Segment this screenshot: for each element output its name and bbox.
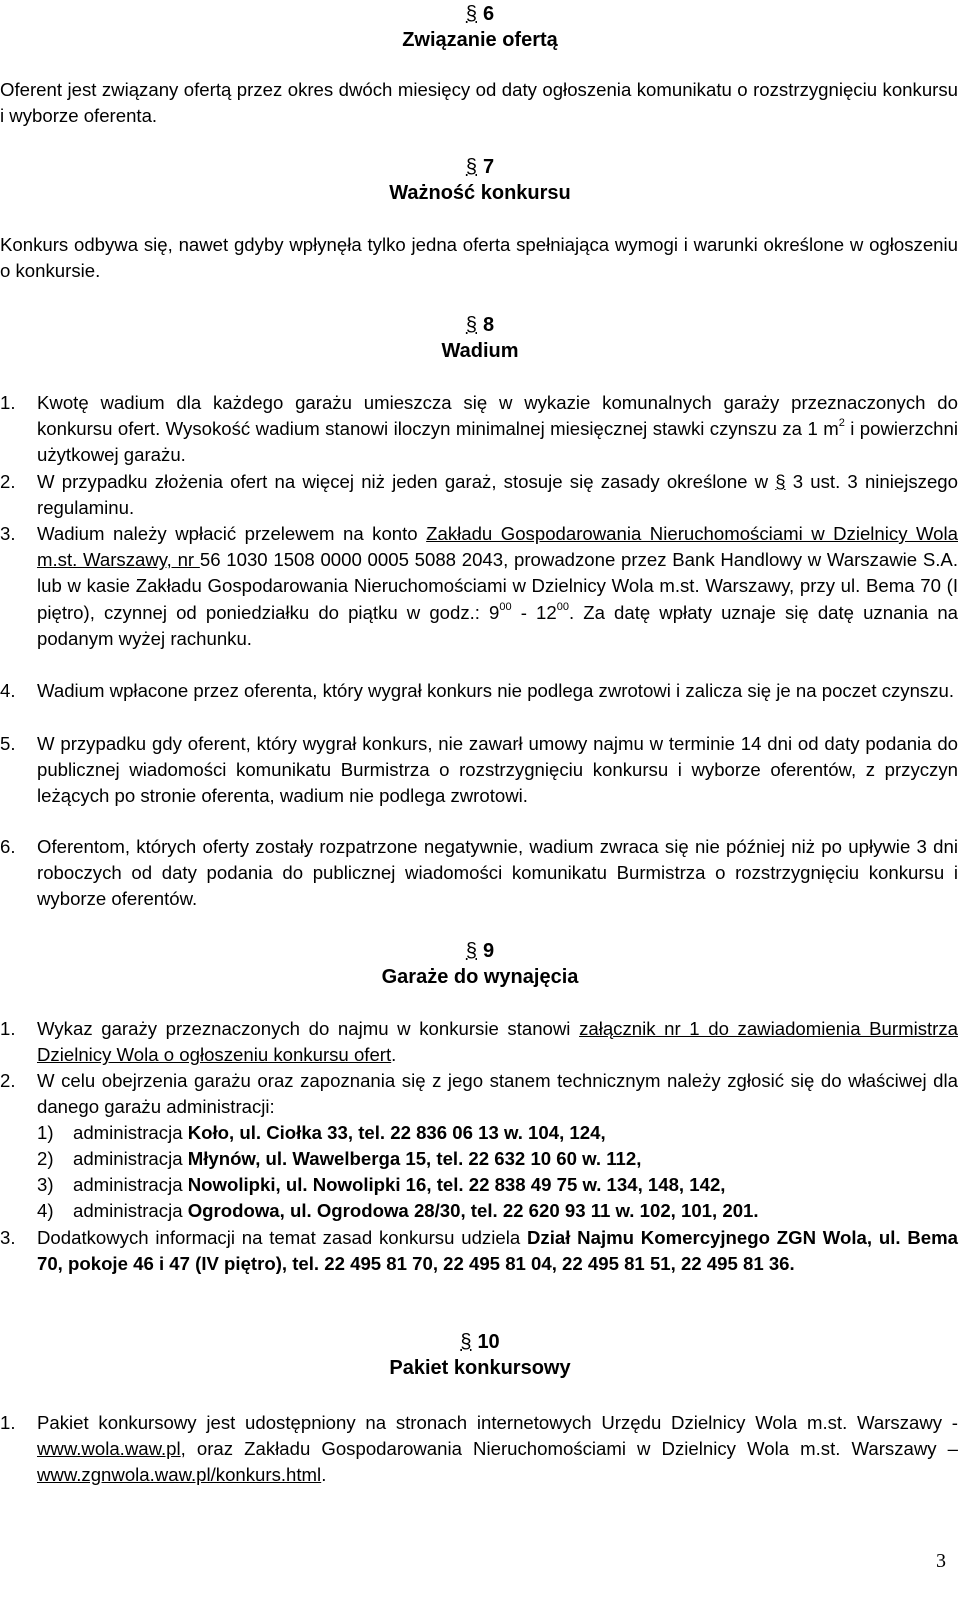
sub-item-number: 1): [37, 1122, 54, 1143]
contact-details: Dział Najmu Komercyjnego ZGN Wola, ul. Bema 70, pokoje 46 i 47 (IV piętro), tel. 22 495 81 70, 22 495 81 04, 22 495 81 51, 22 495 81 36.: [37, 1227, 958, 1275]
section-9-title: Garaże do wynajęcia: [381, 966, 579, 988]
paragraph-sign: §: [775, 471, 786, 492]
item-text: .: [321, 1464, 327, 1486]
item-text: Wadium wpłacone przez oferenta, który wygrał konkurs nie podlega zwrotowi i zalicza się je na poczet czynszu.: [37, 680, 955, 701]
item-number: 3.: [0, 1227, 16, 1248]
zgn-website-link[interactable]: www.zgnwola.waw.pl/konkurs.html: [37, 1464, 322, 1486]
paragraph-sign: §: [465, 940, 477, 962]
item-text: , oraz Zakładu Gospodarowania Nieruchomościami w Dzielnicy Wola m.st. Warszawy –: [180, 1438, 958, 1460]
bank-account-underlined: Zakładu Gospodarowania Nieruchomościami w Dzielnicy Wola m.st. Warszawy, nr: [37, 523, 958, 571]
list-item: [0, 1016, 958, 1068]
item-text: i powierzchni użytkowej garażu.: [37, 418, 958, 466]
section-number: 10: [477, 1331, 500, 1353]
sub-list-item: [37, 1146, 958, 1172]
section-10-title: Pakiet konkursowy: [389, 1357, 571, 1379]
sub-item-text: administracja: [73, 1200, 188, 1221]
item-number: 6.: [0, 836, 16, 857]
item-number: 1.: [0, 1412, 16, 1433]
list-item: [0, 390, 958, 469]
sub-item-number: 2): [37, 1148, 54, 1169]
item-text: Wadium należy wpłacić przelewem na konto: [37, 523, 427, 544]
sub-item-address: Nowolipki, ul. Nowolipki 16, tel. 22 838 49 75 w. 134, 148, 142,: [187, 1174, 726, 1195]
item-number: 3.: [0, 523, 16, 544]
sub-item-number: 4): [37, 1200, 54, 1221]
section-6-title: Związanie ofertą: [402, 29, 558, 51]
section-number: 8: [483, 314, 495, 336]
item-number: 1.: [0, 392, 16, 413]
sub-item-text: administracja: [73, 1148, 188, 1169]
item-text: W przypadku gdy oferent, który wygrał konkurs, nie zawarł umowy najmu w terminie 14 dni od daty podania do publicznej wiadomości komunikatu Burmistrza o rozstrzygnięciu konkursu i wyborze oferentów, z przyczyn leżących po stronie oferenta, wadium nie podlega zwrotowi.: [37, 733, 958, 807]
item-text: 3 ust. 3 niniejszego regulaminu.: [37, 471, 958, 519]
item-text: Dodatkowych informacji na temat zasad konkursu udziela: [37, 1227, 527, 1248]
item-text: Oferentom, których oferty zostały rozpatrzone negatywnie, wadium zwraca się nie później niż po upływie 3 dni roboczych od daty podania do publicznej wiadomości komunikatu Burmistrza o rozstrzygnięciu konkursu i wyborze oferentów.: [37, 836, 958, 910]
section-number: 7: [483, 156, 495, 178]
item-text: W przypadku złożenia ofert na więcej niż jeden garaż, stosuje się zasady określone w: [37, 471, 776, 492]
list-item: [0, 678, 958, 704]
sub-item-address: Młynów, ul. Wawelberga 15, tel. 22 632 10 60 w. 112,: [187, 1148, 642, 1169]
item-number: 1.: [0, 1018, 16, 1039]
item-text: - 12: [511, 601, 557, 623]
attachment-reference: załącznik nr 1 do zawiadomienia Burmistrza Dzielnicy Wola o ogłoszeniu konkursu ofert: [37, 1018, 958, 1066]
item-text: 56 1030 1508 0000 0005 5088 2043, prowadzone przez Bank Handlowy w Warszawie S.A. lub w kasie Zakładu Gospodarowania Nieruchomościami w Dzielnicy Wola m.st. Warszawy, przy ul. Bema 70 (I piętro), czynnej od poniedziałku do piątku w godz.: 9: [37, 549, 958, 623]
list-item: [0, 834, 958, 913]
item-text: . Za datę wpłaty uznaje się datę uznania na podanym wyżej rachunku.: [37, 601, 958, 649]
item-text: Pakiet konkursowy jest udostępniony na stronach internetowych Urzędu Dzielnicy Wola m.st. Warszawy -: [37, 1412, 958, 1433]
wola-website-link[interactable]: www.wola.waw.pl: [37, 1438, 181, 1460]
paragraph-sign: §: [465, 3, 477, 25]
paragraph-sign: §: [460, 1331, 472, 1353]
item-text: .: [391, 1044, 397, 1066]
section-7-number: [0, 155, 960, 179]
paragraph-sign: §: [465, 156, 477, 178]
superscript: 00: [556, 600, 569, 613]
sub-item-address: Koło, ul. Ciołka 33, tel. 22 836 06 13 w. 104, 124,: [187, 1122, 606, 1143]
item-number: 2.: [0, 1070, 16, 1091]
section-8-number: [0, 313, 960, 337]
list-item: [0, 1225, 958, 1277]
item-number: 4.: [0, 680, 16, 701]
list-item: [0, 521, 958, 652]
sub-item-text: administracja: [73, 1174, 188, 1195]
item-number: 2.: [0, 471, 16, 492]
item-number: 5.: [0, 733, 16, 754]
paragraph-sign: §: [465, 314, 477, 336]
list-item: [0, 1068, 958, 1120]
section-number: 6: [483, 3, 495, 25]
item-text: W celu obejrzenia garażu oraz zapoznania się z jego stanem technicznym należy zgłosić się do właściwej dla danego garażu administracji:: [37, 1070, 958, 1118]
section-7-title: Ważność konkursu: [389, 182, 571, 204]
item-text: Wykaz garaży przeznaczonych do najmu w konkursie stanowi: [37, 1018, 580, 1039]
section-7-text: Konkurs odbywa się, nawet gdyby wpłynęła tylko jedna oferta spełniająca wymogi i warunki określone w ogłoszeniu o konkursie.: [0, 234, 958, 282]
list-item: [0, 469, 958, 521]
section-6-number: [0, 2, 960, 26]
section-9-number: [0, 939, 960, 963]
superscript: 2: [838, 417, 845, 430]
list-item: [0, 1410, 958, 1489]
sub-list-item: [37, 1172, 958, 1198]
sub-item-number: 3): [37, 1174, 54, 1195]
section-number: 9: [483, 940, 495, 962]
sub-item-address: Ogrodowa, ul. Ogrodowa 28/30, tel. 22 620 93 11 w. 102, 101, 201.: [187, 1200, 759, 1221]
item-text: Kwotę wadium dla każdego garażu umieszcza się w wykazie komunalnych garaży przeznaczonych do konkursu ofert. Wysokość wadium stanowi iloczyn minimalnej miesięcznej stawki czynszu za 1 m: [37, 392, 958, 440]
section-6-text: Oferent jest związany ofertą przez okres dwóch miesięcy od daty ogłoszenia komunikatu o rozstrzygnięciu konkursu i wyborze oferenta.: [0, 79, 958, 127]
list-item: [0, 731, 958, 810]
section-10-number: [0, 1330, 960, 1354]
sub-item-text: administracja: [73, 1122, 188, 1143]
section-8-title: Wadium: [441, 340, 519, 362]
superscript: 00: [499, 600, 512, 613]
sub-list-item: [37, 1120, 958, 1146]
page-number: 3: [936, 1550, 946, 1572]
sub-list-item: [37, 1198, 958, 1224]
